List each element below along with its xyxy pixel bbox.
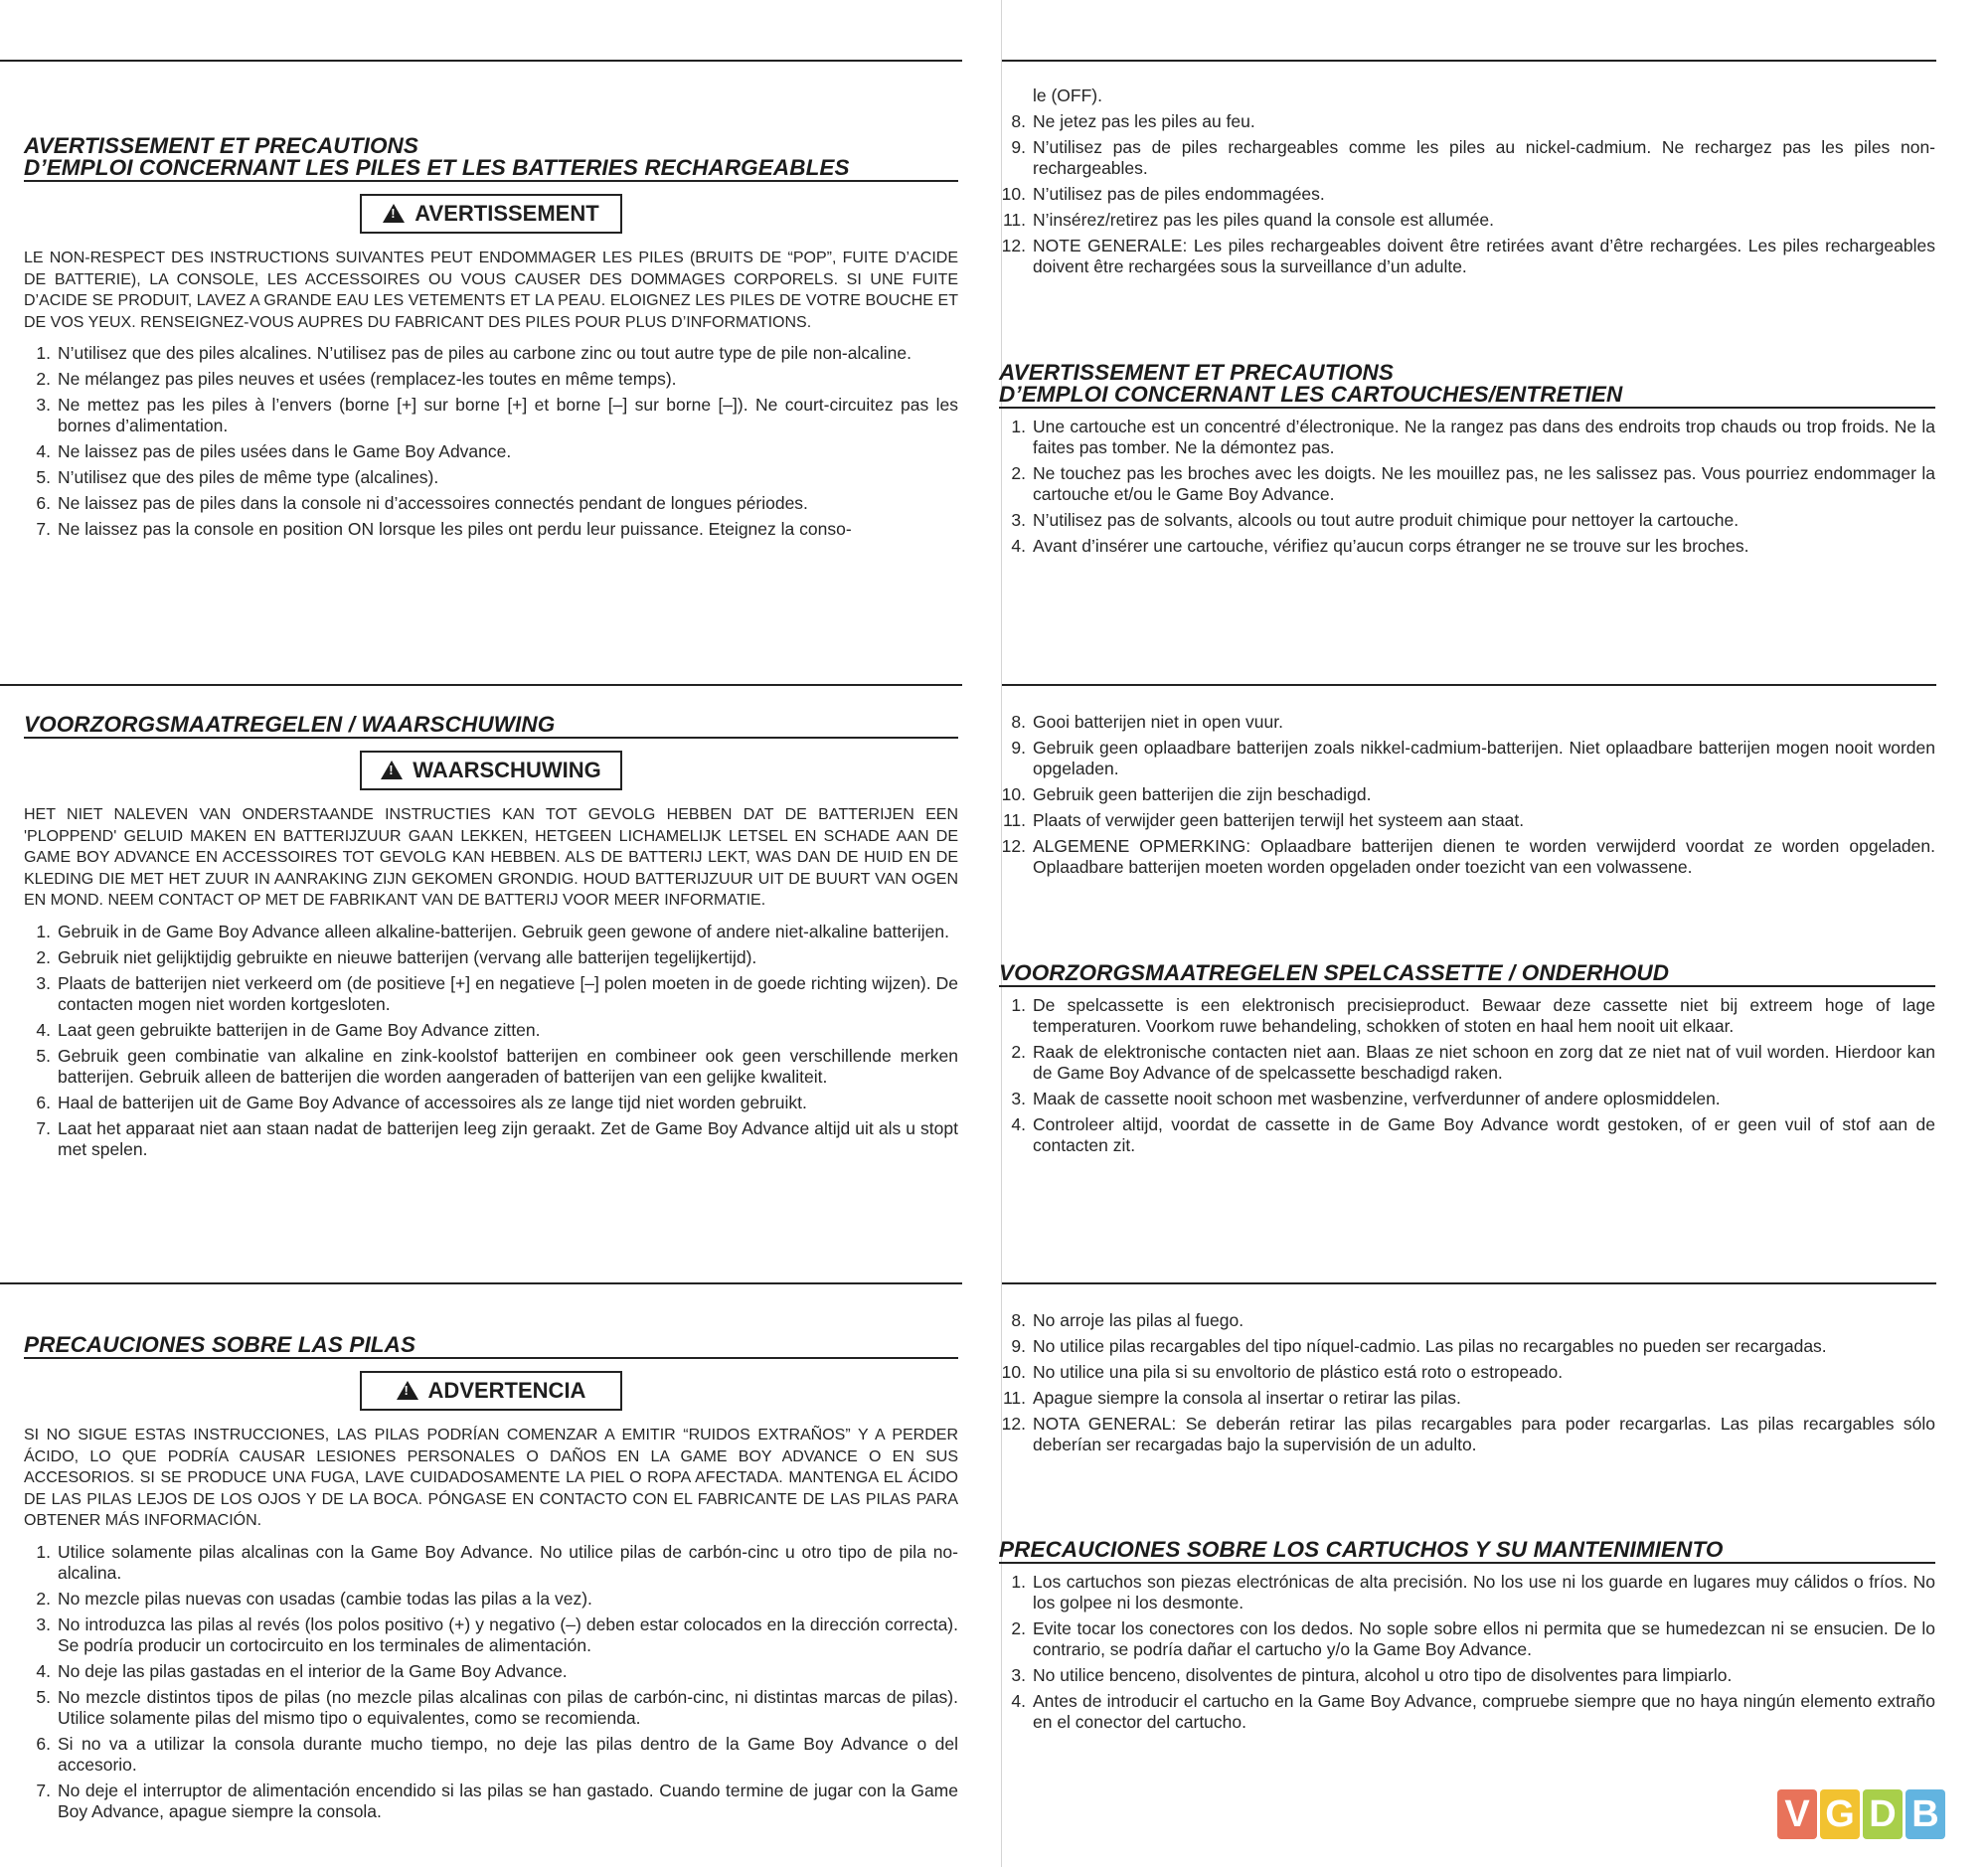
list-item: 1. De spelcassette is een elektronisch precisieproduct. Bewaar deze cassette niet bij extreem hoge of lage temperaturen. Voorkom ruwe behandeling, schokken of stoten en haal hem nooit uit elkaar.	[1011, 995, 1935, 1036]
es-warning-text: SI NO SIGUE ESTAS INSTRUCCIONES, LAS PILAS PODRÍAN COMENZAR A EMITIR “RUIDOS EXTRAÑOS” Y A PERDER ÁCIDO, LO QUE PODRÍA CAUSAR LESIONES PERSONALES O DAÑOS EN LA GAME BOY ADVANCE O EN SUS ACCESORIOS. SI SE PRODUCE UNA FUGA, LAVE CUIDADOSAMENTE LA PIEL O ROPA AFECTADA. MANTENGA EL ÁCIDO DE LAS PILAS LEJOS DE LOS OJOS Y DE LA BOCA. PÓNGASE EN CONTACTO CON EL FABRICANTE DE LAS PILAS PARA OBTENER MÁS INFORMACIÓN.	[24, 1427, 958, 1529]
es-batteries-section	[24, 1334, 958, 1827]
logo-letter: D	[1863, 1789, 1903, 1839]
list-item: 1. N’utilisez que des piles alcalines. N’utilisez pas de piles au carbone zinc ou tout autre type de pile non-alcaline.	[36, 343, 911, 363]
logo-letter: G	[1820, 1789, 1860, 1839]
list-item: 8. Ne jetez pas les piles au feu.	[1011, 111, 1255, 131]
list-item: 5. N’utilisez que des piles de même type (alcalines).	[36, 467, 439, 487]
list-item: 10. No utilice una pila si su envoltorio de plástico está roto o estropeado.	[1001, 1362, 1564, 1382]
nl-batteries-continued	[999, 712, 1935, 883]
nl-heading: VOORZORGSMAATREGELEN / WAARSCHUWING	[24, 714, 958, 739]
nl-cartridge-list	[999, 995, 1935, 1156]
logo-letter: B	[1905, 1789, 1945, 1839]
list-item: 9. No utilice pilas recargables del tipo níquel-cadmio. Las pilas no recargables no pueden ser recargadas.	[1011, 1336, 1827, 1356]
top-rule-right	[1002, 60, 1936, 62]
fr-battery-list-2	[999, 111, 1935, 277]
list-item: 1. Une cartouche est un concentré d’électronique. Ne la rangez pas dans des endroits trop chauds ou trop froids. Ne la faites pas tomber. Ne la démontez pas.	[1011, 417, 1935, 457]
list-item: 4. No deje las pilas gastadas en el interior de la Game Boy Advance.	[36, 1660, 568, 1681]
nl-warning-text: HET NIET NALEVEN VAN ONDERSTAANDE INSTRUCTIES KAN TOT GEVOLG HEBBEN DAT DE BATTERIJEN EEN 'PLOPPEND' GELUID MAKEN EN BATTERIJZUUR GAAN LEKKEN, HETGEEN LICHAMELIJK LETSEL EN SCHADE AAN DE GAME BOY ADVANCE EN ACCESSOIRES TOT GEVOLG KAN HEBBEN. ALS DE BATTERIJ LEKT, WAS DAN DE HUID EN DE KLEDING DIE MET HET ZUUR IN AANRAKING ZIJN GEKOMEN GRONDIG. HOUD BATTERIJZUUR UIT DE BUURT VAN OGEN EN MOND. NEEM CONTACT OP MET DE FABRIKANT VAN DE BATTERIJ VOOR MEER INFORMATIE.	[24, 806, 958, 909]
fr-cartridge-list	[999, 417, 1935, 557]
nl-batteries-section	[24, 714, 958, 1165]
list-item: 9. Gebruik geen oplaadbare batterijen zoals nikkel-cadmium-batterijen. Niet oplaadbare batterijen mogen nooit worden opgeladen.	[1011, 738, 1935, 778]
fr-heading: AVERTISSEMENT ET PRECAUTIONS D’EMPLOI CONCERNANT LES PILES ET LES BATTERIES RECHARGEABLES	[24, 135, 958, 182]
fr-warning-box: !AVERTISSEMENT	[360, 194, 622, 234]
list-item: 8. No arroje las pilas al fuego.	[1011, 1310, 1244, 1330]
list-item: 3. N’utilisez pas de solvants, alcools ou tout autre produit chimique pour nettoyer la cartouche.	[1011, 510, 1740, 530]
es-cartridge-section	[999, 1539, 1935, 1738]
es-battery-list-2	[999, 1310, 1935, 1455]
list-item: 12. NOTA GENERAL: Se deberán retirar las pilas recargables para poder recargarlas. Las pilas recargables sólo deberían ser recargadas bajo la supervisión de un adulto.	[1001, 1414, 1935, 1454]
list-item: 2. Raak de elektronische contacten niet aan. Blaas ze niet schoon en zorg dat ze niet nat of vuil worden. Hierdoor kan de Game Boy Advance of de spelcassette beschadigd raken.	[1011, 1042, 1935, 1083]
list-item: 4. Laat geen gebruikte batterijen in de Game Boy Advance zitten.	[36, 1019, 541, 1040]
list-item: 2. Ne touchez pas les broches avec les doigts. Ne les mouillez pas, ne les salissez pas. Vous pourriez endommager la cartouche et/ou le Game Boy Advance.	[1011, 463, 1935, 504]
list-item: 12. ALGEMENE OPMERKING: Oplaadbare batterijen dienen te worden verwijderd voordat ze worden opgeladen. Oplaadbare batterijen moeten worden opgeladen onder toezicht van een volwassene.	[1001, 836, 1935, 877]
nl-heading-2: VOORZORGSMAATREGELEN SPELCASSETTE / ONDERHOUD	[999, 962, 1935, 987]
nl-warning-box: !WAARSCHUWING	[360, 751, 622, 790]
warning-icon	[383, 204, 405, 223]
fr-continuation: le (OFF).	[1033, 85, 1102, 105]
logo-letter: V	[1777, 1789, 1817, 1839]
list-item: 5. Gebruik geen combinatie van alkaline en zink-koolstof batterijen en combineer ook geen verschillende merken batterijen. Gebruik alleen de batterijen die worden aangeraden of batterijen van een gelijke kwaliteit.	[36, 1045, 958, 1087]
list-item: 10. N’utilisez pas de piles endommagées.	[1001, 184, 1325, 204]
warning-icon	[397, 1381, 418, 1400]
fr-batteries-section	[24, 135, 958, 545]
list-item: 12. NOTE GENERALE: Les piles rechargeables doivent être retirées avant d’être rechargées. Les piles rechargeables doivent être rechargées sous la surveillance d’un adulte.	[1001, 236, 1935, 276]
list-item: 7. No deje el interruptor de alimentación encendido si las pilas se han gastado. Cuando termine de jugar con la Game Boy Advance, apague siempre la consola.	[36, 1780, 958, 1821]
list-item: 6. Haal de batterijen uit de Game Boy Advance of accessoires als ze lange tijd niet worden gebruikt.	[36, 1092, 807, 1112]
fr-warning-text: LE NON-RESPECT DES INSTRUCTIONS SUIVANTES PEUT ENDOMMAGER LES PILES (BRUITS DE “POP”, FUITE D’ACIDE DE BATTERIE), LA CONSOLE, LES ACCESSOIRES OU VOUS CAUSER DES DOMMAGES CORPORELS. SI UNE FUITE D’ACIDE SE PRODUIT, LAVEZ A GRANDE EAU LES VETEMENTS ET LA PEAU. ELOIGNEZ LES PILES DE VOTRE BOUCHE ET DE VOS YEUX. RENSEIGNEZ-VOUS AUPRES DU FABRICANT DES PILES POUR PLUS D’INFORMATIONS.	[24, 250, 958, 331]
list-item: 2. No mezcle pilas nuevas con usadas (cambie todas las pilas a la vez).	[36, 1588, 592, 1609]
mid-rule-right	[1002, 684, 1936, 686]
list-item: 6. Ne laissez pas de piles dans la console ni d’accessoires connectés pendant de longues périodes.	[36, 493, 808, 513]
es-heading-2: PRECAUCIONES SOBRE LOS CARTUCHOS Y SU MANTENIMIENTO	[999, 1539, 1935, 1564]
low-rule-left	[0, 1282, 962, 1284]
list-item: 11. N’insérez/retirez pas les piles quand la console est allumée.	[1002, 210, 1494, 230]
list-item: 3. No utilice benceno, disolventes de pintura, alcohol u otro tipo de disolventes para limpiarlo.	[1011, 1665, 1733, 1685]
list-item: 3. Plaats de batterijen niet verkeerd om (de positieve [+] en negatieve [–] polen moeten in de goede richting wijzen). De contacten mogen niet worden kortgesloten.	[36, 972, 958, 1014]
top-rule-left	[0, 60, 962, 62]
nl-cartridge-section	[999, 962, 1935, 1161]
list-item: 8. Gooi batterijen niet in open vuur.	[1011, 712, 1283, 732]
es-cartridge-list	[999, 1572, 1935, 1733]
list-item: 1. Gebruik in de Game Boy Advance alleen alkaline-batterijen. Gebruik geen gewone of andere niet-alkaline batterijen.	[36, 921, 949, 941]
list-item: 4. Ne laissez pas de piles usées dans le Game Boy Advance.	[36, 441, 512, 461]
mid-rule-left	[0, 684, 962, 686]
list-item: 5. No mezcle distintos tipos de pilas (no mezcle pilas alcalinas con pilas de carbón-cinc, ni distintas marcas de pilas). Utilice solamente pilas del mismo tipo o equivalentes, como se recomienda.	[36, 1686, 958, 1728]
list-item: 4. Controleer altijd, voordat de cassette in de Game Boy Advance wordt gestoken, of er geen vuil of stof aan de contacten zit.	[1011, 1114, 1935, 1155]
fr-heading-2: AVERTISSEMENT ET PRECAUTIONS D’EMPLOI CONCERNANT LES CARTOUCHES/ENTRETIEN	[999, 362, 1935, 409]
list-item: 10. Gebruik geen batterijen die zijn beschadigd.	[1001, 784, 1372, 804]
list-item: 2. Ne mélangez pas piles neuves et usées (remplacez-les toutes en même temps).	[36, 369, 677, 389]
fr-batteries-continued	[999, 85, 1935, 282]
list-item: 11. Apague siempre la consola al insertar o retirar las pilas.	[1002, 1388, 1461, 1408]
list-item: 7. Ne laissez pas la console en position ON lorsque les piles ont perdu leur puissance. Eteignez la conso-	[36, 519, 852, 539]
nl-battery-list-2	[999, 712, 1935, 878]
list-item: 1. Los cartuchos son piezas electrónicas de alta precisión. No los use ni los guarde en lugares muy cálidos o fríos. No los golpee ni los desmonte.	[1011, 1572, 1935, 1612]
list-item: 2. Gebruik niet gelijktijdig gebruikte en nieuwe batterijen (vervang alle batterijen tegelijkertijd).	[36, 946, 757, 967]
vgdb-logo	[1777, 1789, 1948, 1847]
list-item: 3. Maak de cassette nooit schoon met wasbenzine, verfverdunner of andere oplosmiddelen.	[1011, 1089, 1721, 1108]
list-item: 3. Ne mettez pas les piles à l’envers (borne [+] sur borne [+] et borne [–] sur borne [–]). Ne court-circuitez pas les bornes d’alimentation.	[36, 395, 958, 435]
fr-battery-list	[24, 343, 958, 540]
list-item: 4. Avant d’insérer une cartouche, vérifiez qu’aucun corps étranger ne se trouve sur les broches.	[1011, 536, 1749, 556]
nl-battery-list	[24, 922, 958, 1160]
list-item: 7. Laat het apparaat niet aan staan nadat de batterijen leeg zijn geraakt. Zet de Game Boy Advance altijd uit als u stopt met spelen.	[36, 1117, 958, 1159]
list-item: 9. N’utilisez pas de piles rechargeables comme les piles au nickel-cadmium. Ne rechargez pas les piles non-rechargeables.	[1011, 137, 1935, 178]
warning-icon	[381, 761, 403, 779]
es-battery-list	[24, 1542, 958, 1822]
list-item: 11. Plaats of verwijder geen batterijen terwijl het systeem aan staat.	[1002, 810, 1525, 830]
fr-cartridge-section	[999, 362, 1935, 562]
list-item: 1. Utilice solamente pilas alcalinas con la Game Boy Advance. No utilice pilas de carbón-cinc u otro tipo de pila no-alcalina.	[36, 1541, 958, 1583]
es-warning-box: !ADVERTENCIA	[360, 1371, 622, 1411]
list-item: 3. No introduzca las pilas al revés (los polos positivo (+) y negativo (–) deben estar colocados en la dirección correcta). Se podría producir un cortocircuito en los terminales de alimentación.	[36, 1613, 958, 1655]
es-batteries-continued	[999, 1310, 1935, 1460]
es-heading: PRECAUCIONES SOBRE LAS PILAS	[24, 1334, 958, 1359]
list-item: 4. Antes de introducir el cartucho en la Game Boy Advance, compruebe siempre que no haya ningún elemento extraño en el conector del cartucho.	[1011, 1691, 1935, 1732]
low-rule-right	[1002, 1282, 1936, 1284]
list-item: 2. Evite tocar los conectores con los dedos. No sople sobre ellos ni permita que se humedezcan ni se ensucien. De lo contrario, se podría dañar el cartucho y/o la Game Boy Advance.	[1011, 1618, 1935, 1659]
list-item: 6. Si no va a utilizar la consola durante mucho tiempo, no deje las pilas dentro de la Game Boy Advance o del accesorio.	[36, 1733, 958, 1775]
